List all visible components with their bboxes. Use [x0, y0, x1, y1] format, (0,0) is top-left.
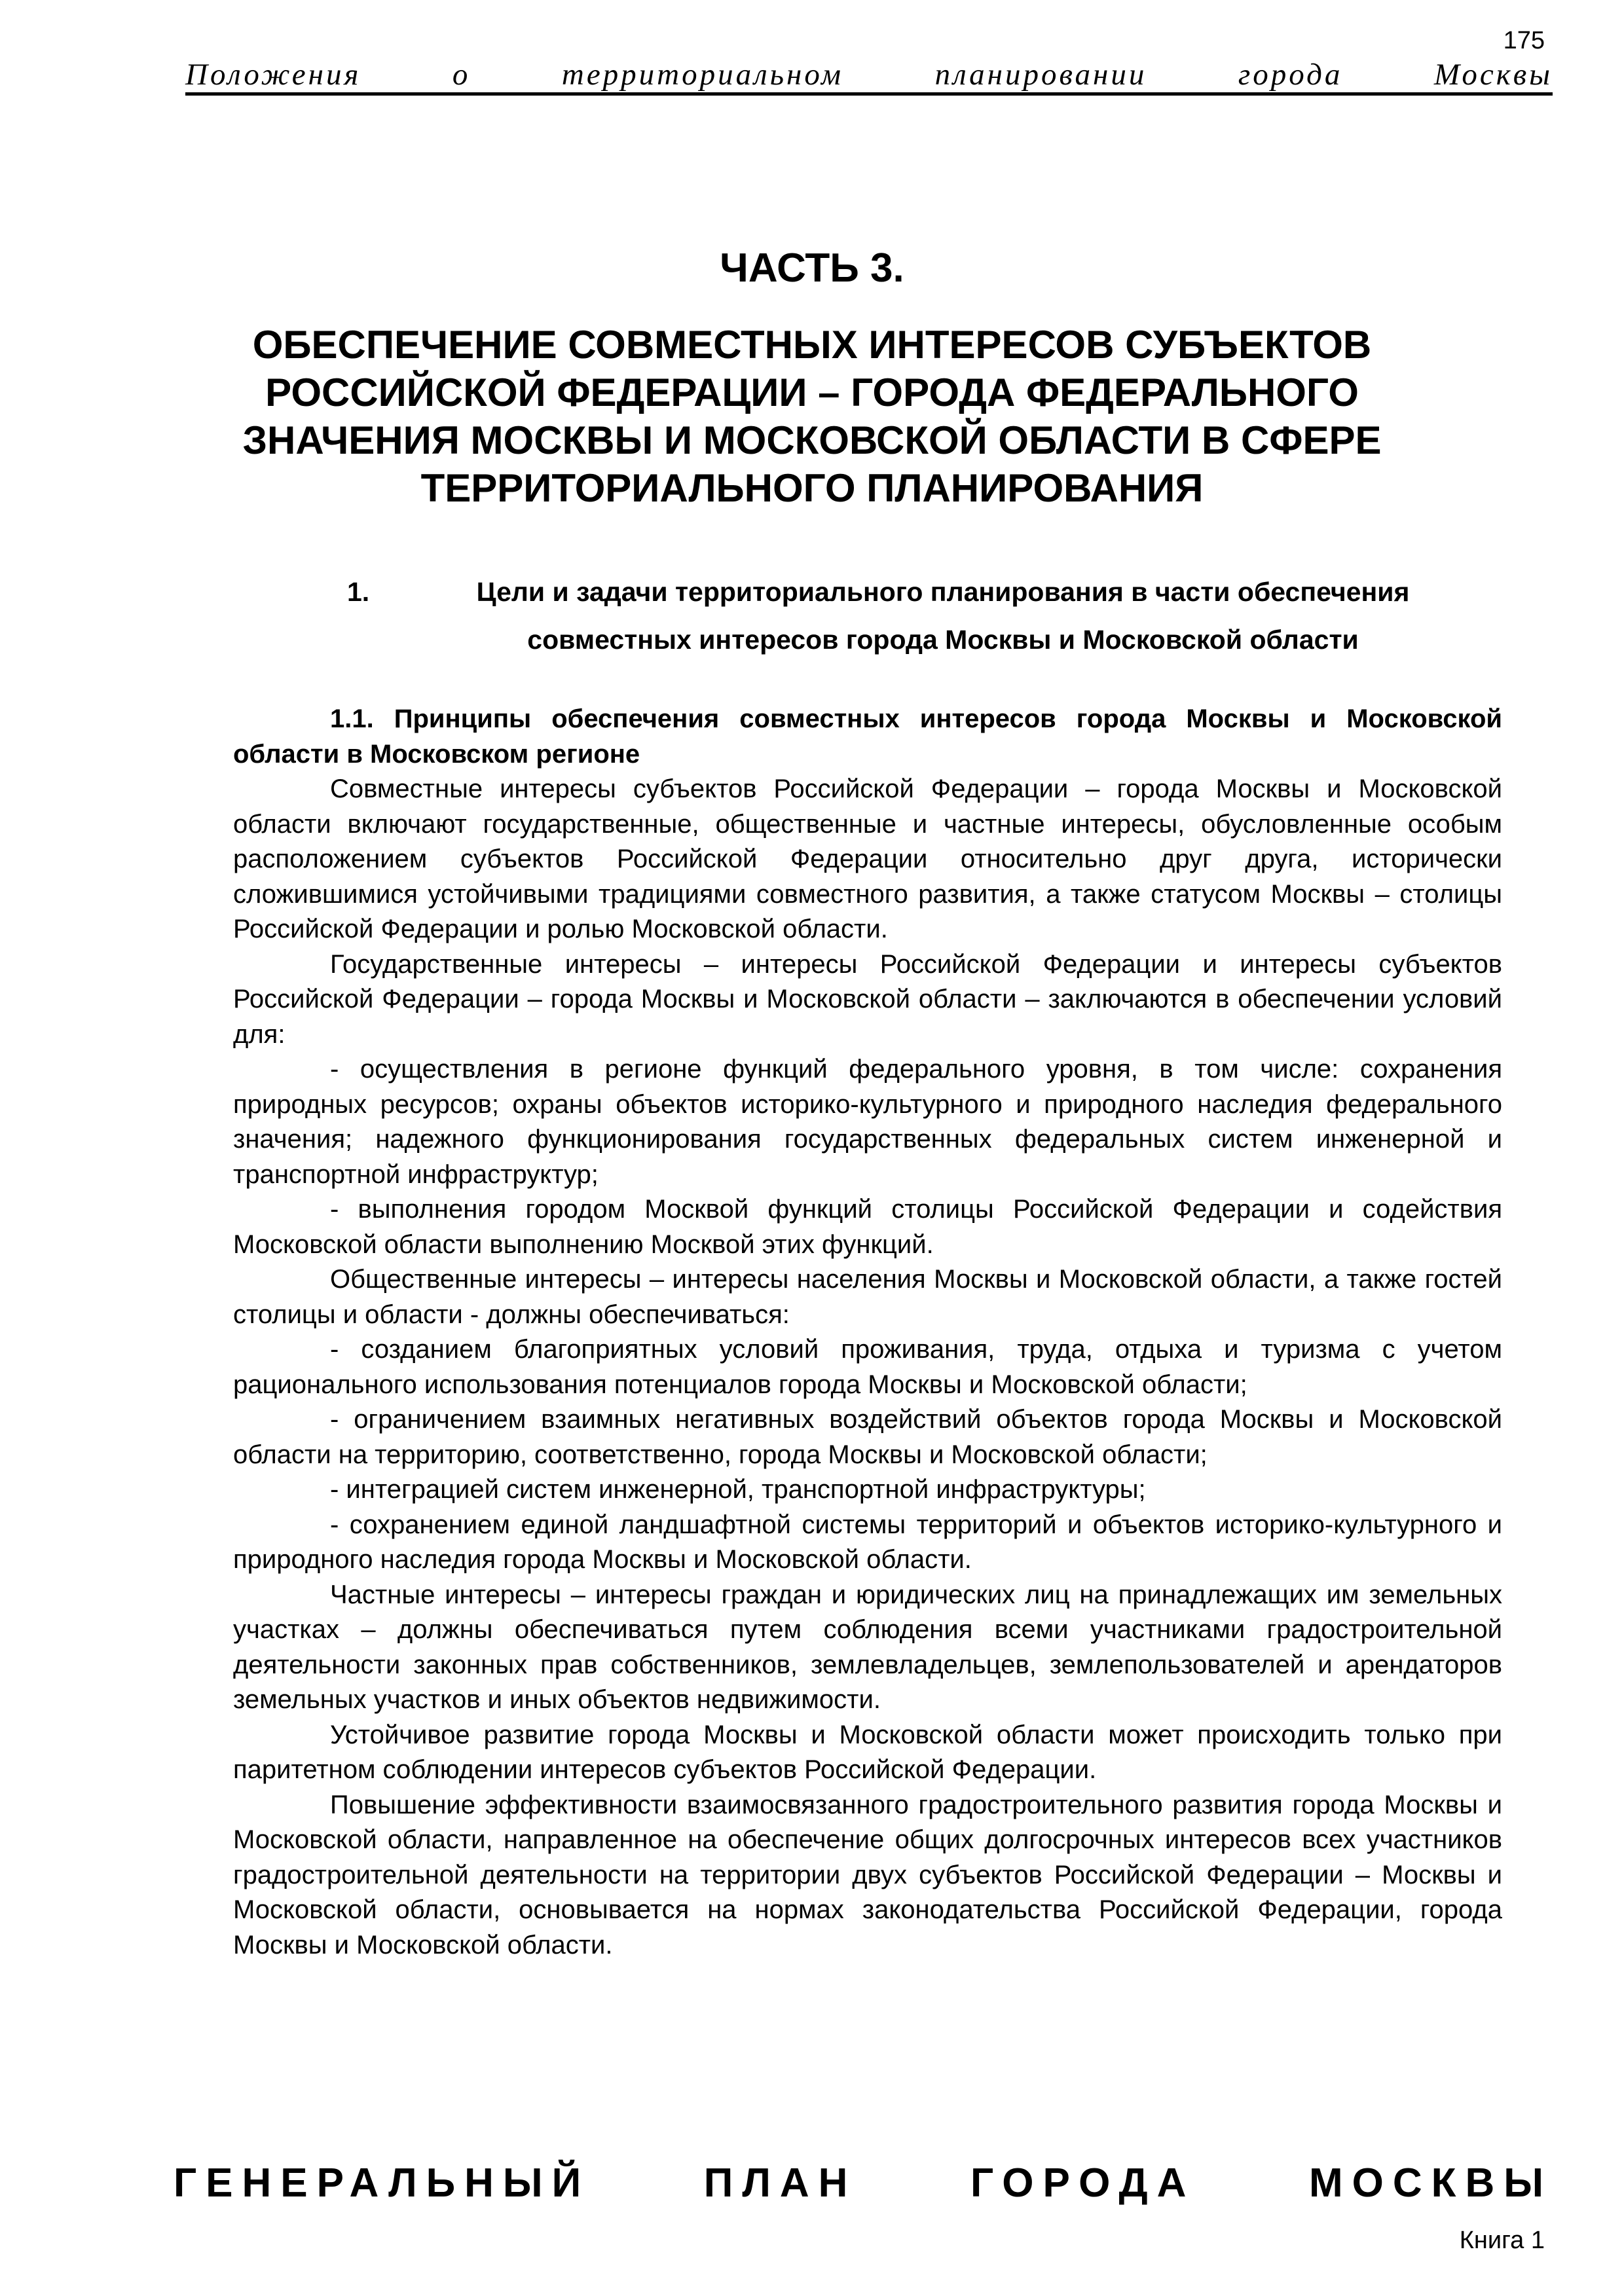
paragraph: Повышение эффективности взаимосвязанного градостроительного развития города Москвы и Московской области, направленное на обеспечение общих долгосрочных интересов всех участников градостроительной деятельности на территории двух субъектов Российской Федерации – Москвы и Московской области, основывается на нормах законодательства Российской Федерации, города Москвы и Московской области. [233, 1790, 1502, 1959]
page-number: 175 [1503, 27, 1545, 54]
main-title: ОБЕСПЕЧЕНИЕ СОВМЕСТНЫХ ИНТЕРЕСОВ СУБЪЕКТОВ РОССИЙСКОЙ ФЕДЕРАЦИИ – ГОРОДА ФЕДЕРАЛЬНОГО ЗНАЧЕНИЯ МОСКВЫ И МОСКОВСКОЙ ОБЛАСТИ В СФЕРЕ ТЕРРИТОРИАЛЬНОГО ПЛАНИРОВАНИЯ [242, 323, 1382, 510]
section-number: 1. [347, 577, 370, 607]
book-number: Книга 1 [1459, 2227, 1545, 2254]
section-heading [347, 568, 1493, 664]
list-item: - выполнения городом Москвой функций столицы Российской Федерации и содействия Московской области выполнению Москвой этих функций. [233, 1195, 1502, 1259]
list-item: - осуществления в регионе функций федерального уровня, в том числе: сохранения природных ресурсов; охраны объектов историко-культурного и природного наследия федерального значения; надежного функционирования государственных федеральных систем инженерной и транспортной инфраструктур; [233, 1055, 1502, 1189]
paragraph: Совместные интересы субъектов Российской Федерации – города Москвы и Московской области включают государственные, общественные и частные интересы, обусловленные особым расположением субъектов Российской Федерации относительно друг друга, исторически сложившимися устойчивыми традициями совместного развития, а также статусом Москвы – столицы Российской Федерации и ролью Московской области. [233, 774, 1502, 943]
running-header: Положения о территориальном планировании города Москвы [185, 58, 1553, 96]
body-text [233, 702, 1502, 1963]
subsection-heading: 1.1. Принципы обеспечения совместных интересов города Москвы и Московской области в Московском регионе [233, 704, 1502, 769]
paragraph: Устойчивое развитие города Москвы и Московской области может происходить только при паритетном соблюдении интересов субъектов Российской Федерации. [233, 1720, 1502, 1784]
footer-title: ГЕНЕРАЛЬНЫЙ ПЛАН ГОРОДА МОСКВЫ [174, 2160, 1553, 2206]
paragraph: Общественные интересы – интересы населения Москвы и Московской области, а также гостей столицы и области - должны обеспечиваться: [233, 1265, 1502, 1329]
list-item: - ограничением взаимных негативных воздействий объектов города Москвы и Московской области на территорию, соответственно, города Москвы и Московской области; [233, 1405, 1502, 1469]
paragraph: Частные интересы – интересы граждан и юридических лиц на принадлежащих им земельных участках – должны обеспечиваться путем соблюдения всеми участниками градостроительной деятельности законных прав собственников, землевладельцев, землепользователей и арендаторов земельных участков и иных объектов недвижимости. [233, 1580, 1502, 1714]
list-item: - сохранением единой ландшафтной системы территорий и объектов историко-культурного и природного наследия города Москвы и Московской области. [233, 1510, 1502, 1574]
section-title: Цели и задачи территориального планирования в части обеспечения совместных интересов города Москвы и Московской области [476, 577, 1410, 655]
list-item: - созданием благоприятных условий проживания, труда, отдыха и туризма с учетом рационального использования потенциалов города Москвы и Московской области; [233, 1335, 1502, 1399]
paragraph: Государственные интересы – интересы Российской Федерации и интересы субъектов Российской Федерации – города Москвы и Московской области – заключаются в обеспечении условий для: [233, 949, 1502, 1049]
part-title: ЧАСТЬ 3. [720, 246, 904, 291]
list-item: - интеграцией систем инженерной, транспортной инфраструктуры; [330, 1475, 1146, 1504]
